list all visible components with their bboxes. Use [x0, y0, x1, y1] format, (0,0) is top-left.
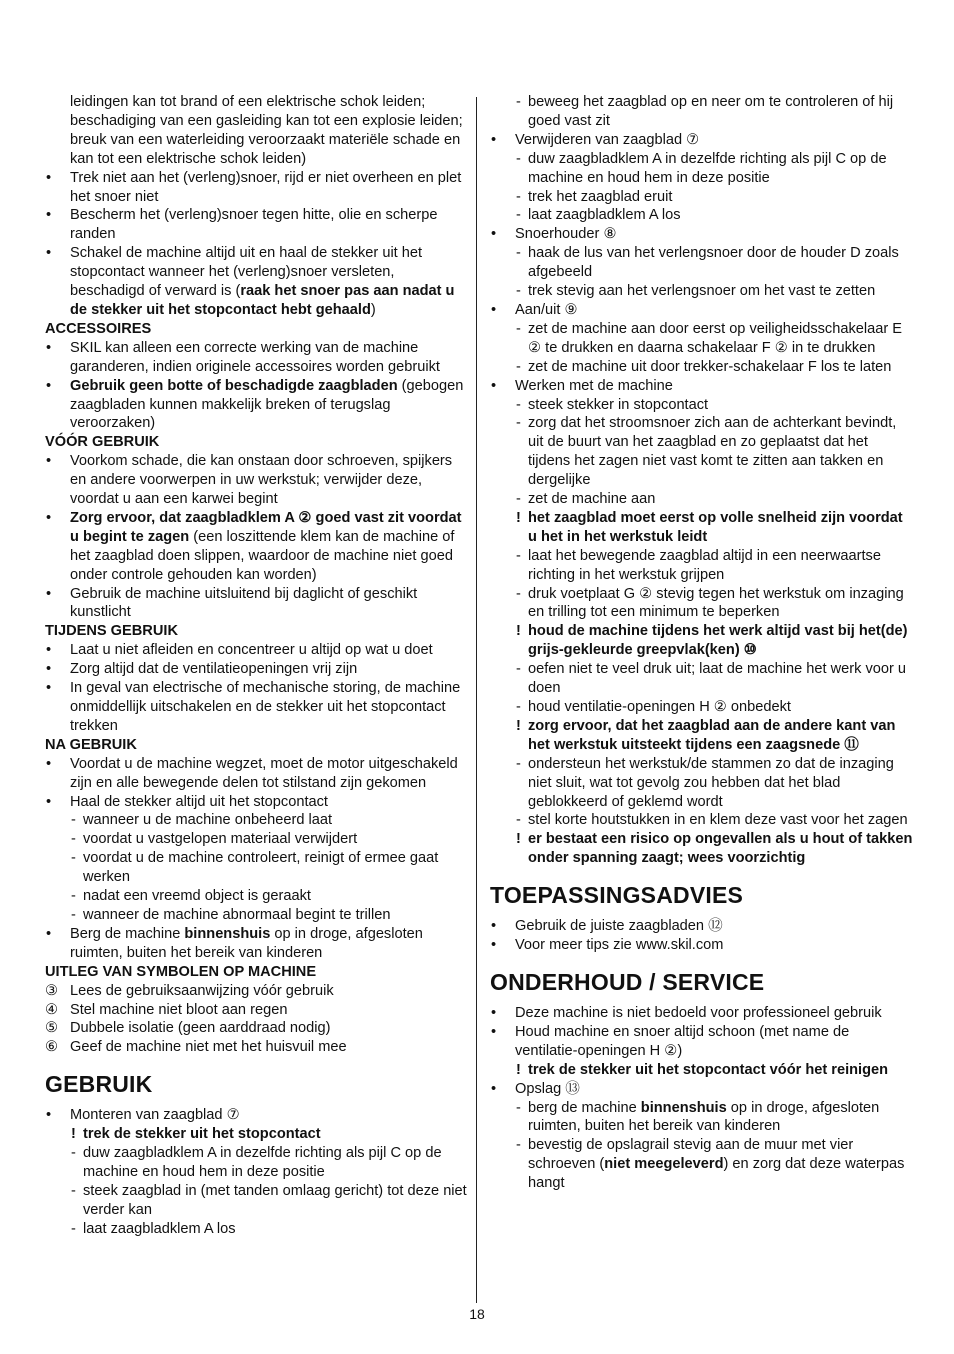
- section-heading-voor-gebruik: VÓÓR GEBRUIK: [45, 434, 160, 451]
- list-item: • Laat u niet afleiden en concentreer u altijd op wat u doet: [45, 641, 469, 660]
- symbol-item: ③ Lees de gebruiksaanwijzing vóór gebruik: [45, 982, 334, 999]
- section-heading-na-gebruik: NA GEBRUIK: [45, 736, 137, 753]
- dash-item: - nadat een vreemd object is geraakt: [45, 887, 469, 906]
- list-item: • Voorkom schade, die kan onstaan door schroeven, spijkers en andere voorwerpen in uw werkstuk; verwijder deze, voordat u aan een karwei begint: [45, 452, 469, 509]
- dash-item: - houd ventilatie-openingen H ② onbedekt: [490, 698, 914, 717]
- list-item: • Zorg ervoor, dat zaagbladklem A ② goed vast zit voordat u begint te zagen (een loszittende klem kan de machine of het zaagblad doen slippen, waardoor de machine niet goed onder controle gehouden kan worden): [45, 509, 469, 585]
- dash-item: - haak de lus van het verlengsnoer door de houder D zoals afgebeeld: [490, 244, 914, 282]
- warning-item: ! er bestaat een risico op ongevallen als u hout of takken onder spanning zaagt; wees voorzichtig: [490, 830, 914, 868]
- heading-gebruik: GEBRUIK: [45, 1071, 153, 1098]
- list-item: • Schakel de machine altijd uit en haal de stekker uit het stopcontact wanneer het (verleng)snoer versleten, beschadigd of verward is (raak het snoer pas aan nadat u de stekker uit het stopcontact hebt gehaald): [45, 244, 469, 320]
- dash-item: - zorg dat het stroomsnoer zich aan de achterkant bevindt, uit de buurt van het zaagblad en zo geplaatst dat het tijdens het zagen niet vast komt te zitten aan takken en dergelijke: [490, 414, 914, 490]
- list-item: • Bescherm het (verleng)snoer tegen hitte, olie en scherpe randen: [45, 206, 469, 244]
- dash-item: - laat zaagbladklem A los: [490, 206, 914, 225]
- page-number: 18: [469, 1306, 485, 1322]
- dash-item: - voordat u de machine controleert, reinigt of ermee gaat werken: [45, 849, 469, 887]
- list-item: • Snoerhouder ⑧: [490, 225, 914, 244]
- list-item: • Opslag ⑬: [490, 1080, 914, 1099]
- column-divider: [476, 97, 477, 1303]
- left-column: [45, 93, 469, 1239]
- right-column: [490, 93, 914, 1193]
- dash-item: - oefen niet te veel druk uit; laat de machine het werk voor u doen: [490, 660, 914, 698]
- list-item: • Aan/uit ⑨: [490, 301, 914, 320]
- dash-item: - laat zaagbladklem A los: [45, 1220, 469, 1239]
- section-heading-tijdens-gebruik: TIJDENS GEBRUIK: [45, 623, 178, 640]
- dash-item: - steek stekker in stopcontact: [490, 396, 914, 415]
- list-item: • Gebruik de juiste zaagbladen ⑫: [490, 917, 914, 936]
- list-item: • Gebruik geen botte of beschadigde zaagbladen (gebogen zaagbladen kunnen makkelijk breken of terugslag veroorzaken): [45, 377, 469, 434]
- warning-item: ! het zaagblad moet eerst op volle snelheid zijn voordat u het in het werkstuk leidt: [490, 509, 914, 547]
- symbol-item: ④ Stel machine niet bloot aan regen: [45, 1001, 288, 1018]
- section-heading-accessoires: ACCESSOIRES: [45, 320, 152, 337]
- list-item: • Monteren van zaagblad ⑦: [45, 1106, 469, 1125]
- dash-item: - beweeg het zaagblad op en neer om te controleren of hij goed vast zit: [490, 93, 914, 131]
- dash-item: - druk voetplaat G ② stevig tegen het werkstuk om inzaging en trilling tot een minimum te beperken: [490, 585, 914, 623]
- list-item: • In geval van electrische of mechanische storing, de machine onmiddellijk uitschakelen en de stekker uit het stopcontact trekken: [45, 679, 469, 736]
- dash-item: - duw zaagbladklem A in dezelfde richting als pijl C op de machine en houd hem in deze positie: [45, 1144, 469, 1182]
- list-item: • Zorg altijd dat de ventilatieopeningen vrij zijn: [45, 660, 469, 679]
- heading-toepassingsadvies: TOEPASSINGSADVIES: [490, 882, 744, 909]
- dash-item: - trek stevig aan het verlengsnoer om het vast te zetten: [490, 282, 914, 301]
- dash-item: - stel korte houtstukken in en klem deze vast voor het zagen: [490, 811, 914, 830]
- list-item: • Haal de stekker altijd uit het stopcontact: [45, 793, 469, 812]
- dash-item: - laat het bewegende zaagblad altijd in een neerwaartse richting in het werkstuk grijpen: [490, 547, 914, 585]
- heading-onderhoud-service: ONDERHOUD / SERVICE: [490, 968, 765, 995]
- dash-item: - berg de machine binnenshuis op in droge, afgesloten ruimten, buiten het bereik van kinderen: [490, 1099, 914, 1137]
- dash-item: - voordat u vastgelopen materiaal verwijdert: [45, 830, 469, 849]
- dash-item: - bevestig de opslagrail stevig aan de muur met vier schroeven (niet meegeleverd) en zorg dat deze waterpas hangt: [490, 1136, 914, 1193]
- list-item: • Houd machine en snoer altijd schoon (met name de ventilatie-openingen H ②): [490, 1023, 914, 1061]
- warning-item: ! zorg ervoor, dat het zaagblad aan de andere kant van het werkstuk uitsteekt tijdens een zaagsnede ⑪: [490, 717, 914, 755]
- warning-item: ! trek de stekker uit het stopcontact: [45, 1125, 469, 1144]
- dash-item: - duw zaagbladklem A in dezelfde richting als pijl C op de machine en houd hem in deze positie: [490, 150, 914, 188]
- intro-paragraph: leidingen kan tot brand of een elektrische schok leiden; beschadiging van een gasleiding kan tot een explosie leiden; breuk van een waterleiding veroorzaakt materiële schade en kan tot een elektrische schok leiden): [70, 94, 463, 167]
- list-item: • Verwijderen van zaagblad ⑦: [490, 131, 914, 150]
- symbol-item: ⑥ Geef de machine niet met het huisvuil mee: [45, 1039, 347, 1056]
- list-item: • Werken met de machine: [490, 377, 914, 396]
- dash-item: - trek het zaagblad eruit: [490, 188, 914, 207]
- warning-item: ! houd de machine tijdens het werk altijd vast bij het(de) grijs-gekleurde greepvlak(ken) ⑩: [490, 622, 914, 660]
- dash-item: - wanneer u de machine onbeheerd laat: [45, 811, 469, 830]
- list-item: • SKIL kan alleen een correcte werking van de machine garanderen, indien originele accessoires worden gebruikt: [45, 339, 469, 377]
- dash-item: - steek zaagblad in (met tanden omlaag gericht) tot deze niet verder kan: [45, 1182, 469, 1220]
- warning-item: ! trek de stekker uit het stopcontact vóór het reinigen: [490, 1061, 914, 1080]
- list-item: • Berg de machine binnenshuis op in droge, afgesloten ruimten, buiten het bereik van kinderen: [45, 925, 469, 963]
- list-item: • Gebruik de machine uitsluitend bij daglicht of geschikt kunstlicht: [45, 585, 469, 623]
- list-item: • Deze machine is niet bedoeld voor professioneel gebruik: [490, 1004, 914, 1023]
- dash-item: - zet de machine uit door trekker-schakelaar F los te laten: [490, 358, 914, 377]
- list-item: • Voordat u de machine wegzet, moet de motor uitgeschakeld zijn en alle bewegende delen tot stilstand zijn gekomen: [45, 755, 469, 793]
- section-heading-symbolen: UITLEG VAN SYMBOLEN OP MACHINE: [45, 963, 317, 980]
- dash-item: - zet de machine aan: [490, 490, 914, 509]
- symbol-item: ⑤ Dubbele isolatie (geen aarddraad nodig): [45, 1020, 331, 1037]
- dash-item: - ondersteun het werkstuk/de stammen zo dat de inzaging niet sluit, wat tot gevolg zou hebben dat het blad geblokkeerd of geklemd wordt: [490, 755, 914, 812]
- list-item: • Voor meer tips zie www.skil.com: [490, 936, 914, 955]
- dash-item: - zet de machine aan door eerst op veiligheidsschakelaar E ② te drukken en daarna schakelaar F ② in te drukken: [490, 320, 914, 358]
- list-item: • Trek niet aan het (verleng)snoer, rijd er niet overheen en plet het snoer niet: [45, 169, 469, 207]
- dash-item: - wanneer de machine abnormaal begint te trillen: [45, 906, 469, 925]
